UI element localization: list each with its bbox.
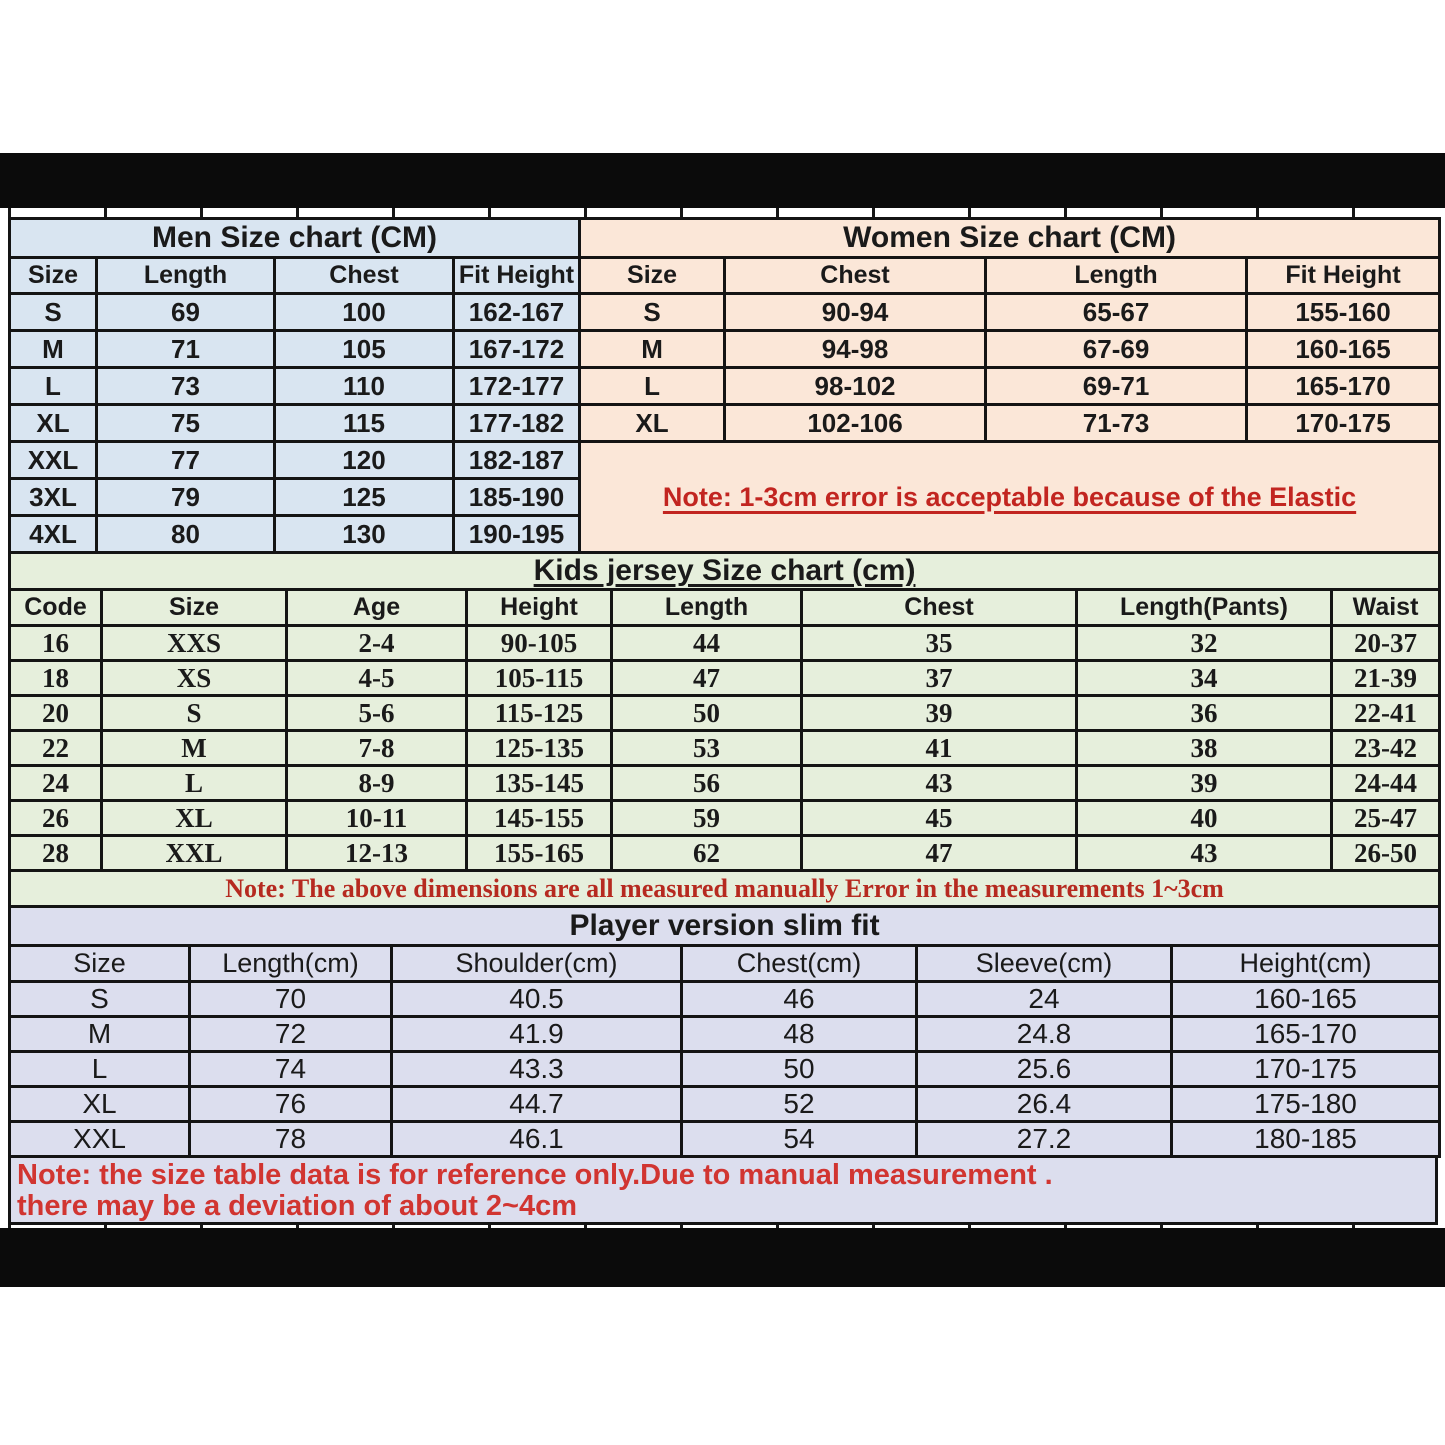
table-cell: 155-160	[1247, 294, 1440, 331]
table-cell: 50	[682, 1052, 917, 1087]
column-header-cell: Chest	[725, 258, 986, 294]
kids-table-body	[10, 626, 1440, 871]
table-cell: 98-102	[725, 368, 986, 405]
table-cell: 35	[802, 626, 1077, 661]
table-row	[10, 1122, 1440, 1157]
column-header-cell: Height(cm)	[1172, 946, 1440, 982]
size-chart-content	[8, 208, 1438, 1234]
table-row	[580, 405, 1440, 442]
top-letterbox-bar	[0, 153, 1445, 208]
table-cell: XXS	[102, 626, 287, 661]
table-row	[10, 1017, 1440, 1052]
table-cell: 177-182	[454, 405, 580, 442]
table-cell: 54	[682, 1122, 917, 1157]
table-row	[10, 405, 580, 442]
table-cell: L	[580, 368, 725, 405]
table-row	[10, 982, 1440, 1017]
table-cell: 53	[612, 731, 802, 766]
table-cell: 24.8	[917, 1017, 1172, 1052]
table-cell: 5-6	[287, 696, 467, 731]
table-cell: 48	[682, 1017, 917, 1052]
table-cell: 39	[1077, 766, 1332, 801]
table-cell: 62	[612, 836, 802, 871]
table-cell: 25-47	[1332, 801, 1440, 836]
table-cell: 39	[802, 696, 1077, 731]
column-header-cell: Length(Pants)	[1077, 590, 1332, 626]
table-cell: 12-13	[287, 836, 467, 871]
table-cell: 24	[917, 982, 1172, 1017]
table-cell: 46.1	[392, 1122, 682, 1157]
column-header-cell: Length	[986, 258, 1247, 294]
table-cell: 79	[97, 479, 275, 516]
table-cell: 73	[97, 368, 275, 405]
table-cell: 130	[275, 516, 454, 553]
men-women-row	[8, 217, 1438, 554]
player-header-row	[10, 946, 1440, 982]
table-row	[10, 294, 580, 331]
table-row	[10, 766, 1440, 801]
table-row	[10, 368, 580, 405]
column-header-cell: Shoulder(cm)	[392, 946, 682, 982]
spreadsheet-partial-row-top	[8, 208, 1438, 217]
table-row	[10, 553, 1440, 590]
table-row	[580, 294, 1440, 331]
manual-measure-note: Note: The above dimensions are all measured manually Error in the measurements 1~3cm	[225, 873, 1224, 903]
table-row	[10, 442, 580, 479]
column-header-cell: Sleeve(cm)	[917, 946, 1172, 982]
table-cell: 34	[1077, 661, 1332, 696]
table-cell: 105	[275, 331, 454, 368]
table-cell: 24	[10, 766, 102, 801]
table-cell: 20-37	[1332, 626, 1440, 661]
column-header-cell: Size	[102, 590, 287, 626]
table-cell: 160-165	[1247, 331, 1440, 368]
table-cell: 3XL	[10, 479, 97, 516]
table-cell: 120	[275, 442, 454, 479]
table-cell: 182-187	[454, 442, 580, 479]
elastic-error-note: Note: 1-3cm error is acceptable because of the Elastic	[662, 481, 1357, 512]
kids-size-table	[8, 551, 1441, 908]
table-cell: 2-4	[287, 626, 467, 661]
table-cell: 77	[97, 442, 275, 479]
column-header-cell: Waist	[1332, 590, 1440, 626]
table-cell: 7-8	[287, 731, 467, 766]
table-cell: 90-105	[467, 626, 612, 661]
table-cell: S	[580, 294, 725, 331]
table-cell: 172-177	[454, 368, 580, 405]
table-cell: 162-167	[454, 294, 580, 331]
table-cell: 26	[10, 801, 102, 836]
table-cell: 22	[10, 731, 102, 766]
reference-note-line2: there may be a deviation of about 2~4cm	[17, 1190, 578, 1222]
table-cell: 115-125	[467, 696, 612, 731]
table-cell: 40.5	[392, 982, 682, 1017]
table-cell: 26.4	[917, 1087, 1172, 1122]
column-header-cell: Age	[287, 590, 467, 626]
table-row	[10, 219, 580, 258]
column-header-cell: Length(cm)	[190, 946, 392, 982]
table-cell: 4-5	[287, 661, 467, 696]
table-cell: M	[10, 331, 97, 368]
table-cell: 56	[612, 766, 802, 801]
table-cell: XL	[10, 1087, 190, 1122]
table-cell: 8-9	[287, 766, 467, 801]
table-cell: 180-185	[1172, 1122, 1440, 1157]
table-cell: 25.6	[917, 1052, 1172, 1087]
table-cell: 67-69	[986, 331, 1247, 368]
table-cell: 16	[10, 626, 102, 661]
player-table-body	[10, 982, 1440, 1157]
men-size-table	[8, 217, 581, 554]
kids-note-cell	[10, 871, 1440, 907]
table-cell: 50	[612, 696, 802, 731]
women-header-row	[580, 258, 1440, 294]
table-cell: XL	[102, 801, 287, 836]
table-cell: 44.7	[392, 1087, 682, 1122]
table-cell: 72	[190, 1017, 392, 1052]
table-cell: 43.3	[392, 1052, 682, 1087]
table-cell: 170-175	[1247, 405, 1440, 442]
table-row	[10, 516, 580, 553]
table-cell: 102-106	[725, 405, 986, 442]
table-cell: XL	[10, 405, 97, 442]
table-row	[580, 219, 1440, 258]
table-cell: 190-195	[454, 516, 580, 553]
table-cell: 40	[1077, 801, 1332, 836]
table-cell: 43	[1077, 836, 1332, 871]
table-cell: XS	[102, 661, 287, 696]
table-cell: 170-175	[1172, 1052, 1440, 1087]
column-header-cell: Chest(cm)	[682, 946, 917, 982]
kids-chart-title-text: Kids jersey Size chart (cm)	[533, 554, 916, 587]
table-cell: 52	[682, 1087, 917, 1122]
men-header-row	[10, 258, 580, 294]
table-cell: 41.9	[392, 1017, 682, 1052]
women-note-cell	[580, 442, 1440, 553]
table-cell: XL	[580, 405, 725, 442]
table-cell: 70	[190, 982, 392, 1017]
table-cell: M	[102, 731, 287, 766]
column-header-cell: Length	[612, 590, 802, 626]
table-cell: 125	[275, 479, 454, 516]
table-cell: 47	[612, 661, 802, 696]
table-cell: 167-172	[454, 331, 580, 368]
table-cell: 37	[802, 661, 1077, 696]
table-cell: 80	[97, 516, 275, 553]
column-header-cell: Size	[10, 258, 97, 294]
column-header-cell: Size	[10, 946, 190, 982]
table-cell: 26-50	[1332, 836, 1440, 871]
table-row	[580, 331, 1440, 368]
table-row	[10, 731, 1440, 766]
table-cell: 20	[10, 696, 102, 731]
column-header-cell: Height	[467, 590, 612, 626]
table-cell: 32	[1077, 626, 1332, 661]
table-row	[10, 1087, 1440, 1122]
table-cell: L	[10, 368, 97, 405]
table-cell: 165-170	[1247, 368, 1440, 405]
table-cell: M	[580, 331, 725, 368]
table-cell: 21-39	[1332, 661, 1440, 696]
table-cell: 100	[275, 294, 454, 331]
table-cell: 18	[10, 661, 102, 696]
table-cell: 145-155	[467, 801, 612, 836]
table-cell: M	[10, 1017, 190, 1052]
table-cell: 4XL	[10, 516, 97, 553]
table-cell: 36	[1077, 696, 1332, 731]
table-cell: 27.2	[917, 1122, 1172, 1157]
table-cell: 105-115	[467, 661, 612, 696]
table-cell: XXL	[10, 442, 97, 479]
table-cell: 59	[612, 801, 802, 836]
table-row	[10, 626, 1440, 661]
table-row	[580, 442, 1440, 553]
bottom-letterbox-bar	[0, 1228, 1445, 1287]
table-cell: 110	[275, 368, 454, 405]
table-cell: 76	[190, 1087, 392, 1122]
women-size-table	[578, 217, 1441, 554]
table-cell: S	[10, 294, 97, 331]
men-table-body	[10, 294, 580, 553]
table-row	[10, 696, 1440, 731]
women-chart-title: Women Size chart (CM)	[580, 219, 1440, 258]
table-cell: 24-44	[1332, 766, 1440, 801]
table-cell: 165-170	[1172, 1017, 1440, 1052]
table-cell: 75	[97, 405, 275, 442]
kids-chart-title	[10, 553, 1440, 590]
table-cell: 71-73	[986, 405, 1247, 442]
table-cell: 94-98	[725, 331, 986, 368]
reference-only-note	[8, 1155, 1438, 1225]
table-cell: 65-67	[986, 294, 1247, 331]
column-header-cell: Size	[580, 258, 725, 294]
table-row	[10, 331, 580, 368]
table-cell: L	[102, 766, 287, 801]
table-cell: L	[10, 1052, 190, 1087]
table-cell: 175-180	[1172, 1087, 1440, 1122]
table-cell: S	[102, 696, 287, 731]
table-cell: 185-190	[454, 479, 580, 516]
column-header-cell: Length	[97, 258, 275, 294]
table-cell: S	[10, 982, 190, 1017]
table-cell: 46	[682, 982, 917, 1017]
table-cell: 10-11	[287, 801, 467, 836]
table-row	[10, 661, 1440, 696]
table-cell: XXL	[102, 836, 287, 871]
table-row	[580, 368, 1440, 405]
table-row	[10, 871, 1440, 907]
table-cell: 90-94	[725, 294, 986, 331]
player-chart-title: Player version slim fit	[10, 907, 1440, 946]
table-cell: 135-145	[467, 766, 612, 801]
column-header-cell: Chest	[275, 258, 454, 294]
table-cell: 71	[97, 331, 275, 368]
table-cell: 45	[802, 801, 1077, 836]
column-header-cell: Fit Height	[1247, 258, 1440, 294]
reference-note-line1: Note: the size table data is for reference only.Due to manual measurement .	[17, 1159, 1053, 1191]
kids-header-row	[10, 590, 1440, 626]
table-cell: 38	[1077, 731, 1332, 766]
table-cell: 69	[97, 294, 275, 331]
table-row	[10, 479, 580, 516]
table-cell: XXL	[10, 1122, 190, 1157]
column-header-cell: Code	[10, 590, 102, 626]
table-cell: 115	[275, 405, 454, 442]
table-row	[10, 1052, 1440, 1087]
table-cell: 41	[802, 731, 1077, 766]
table-cell: 125-135	[467, 731, 612, 766]
column-header-cell: Chest	[802, 590, 1077, 626]
table-cell: 43	[802, 766, 1077, 801]
table-cell: 23-42	[1332, 731, 1440, 766]
table-row	[10, 801, 1440, 836]
table-cell: 28	[10, 836, 102, 871]
table-row	[10, 907, 1440, 946]
column-header-cell: Fit Height	[454, 258, 580, 294]
table-cell: 74	[190, 1052, 392, 1087]
player-version-table	[8, 905, 1441, 1158]
table-cell: 22-41	[1332, 696, 1440, 731]
table-cell: 160-165	[1172, 982, 1440, 1017]
table-cell: 47	[802, 836, 1077, 871]
table-cell: 78	[190, 1122, 392, 1157]
table-cell: 155-165	[467, 836, 612, 871]
women-table-body	[580, 294, 1440, 442]
table-cell: 44	[612, 626, 802, 661]
table-row	[10, 836, 1440, 871]
men-chart-title: Men Size chart (CM)	[10, 219, 580, 258]
table-cell: 69-71	[986, 368, 1247, 405]
